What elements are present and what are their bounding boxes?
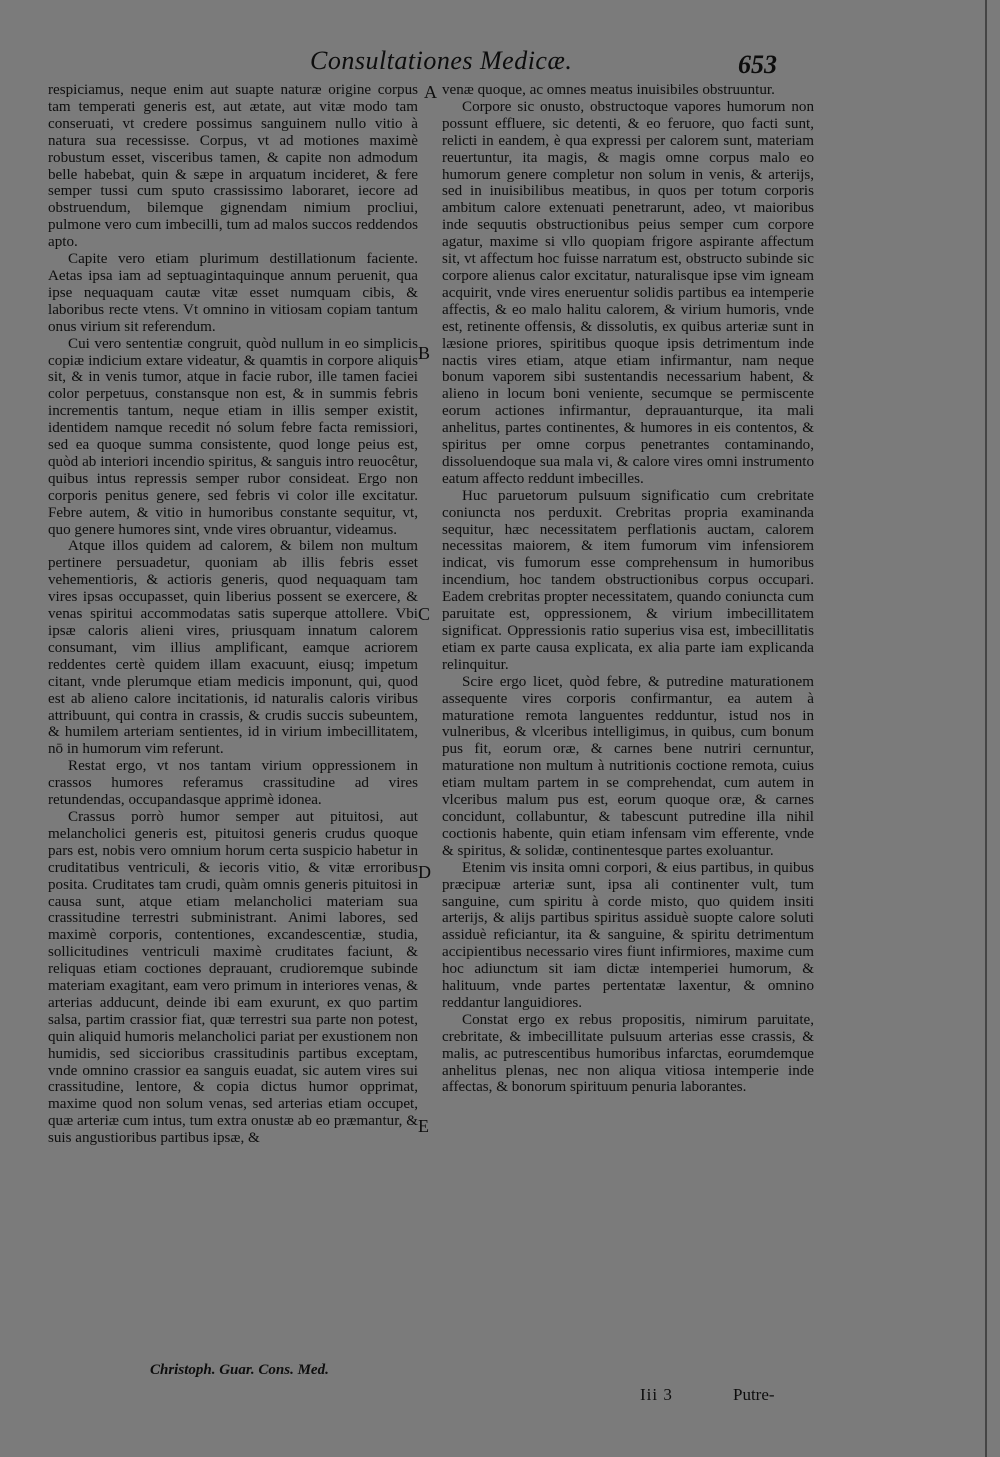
paragraph: Etenim vis insita omni corpori, & eius partibus, in quibus præcipuæ arteriæ sunt, ipsa ali continenter vult, tum sanguine, cum spiritu à corde misto, quo quidem insiti arterijs, & alijs partibus spiritus assiduè suopte calore soluti assiduè reficiantur, ita & sanguine, & spiritu detrimentum accipientibus necessario vires fiunt infirmiores, maxime cum hoc adiunctum sit iam dictæ intemperiei humorum, & halituum, vnde partes pertentatæ laxentur, & omnino reddantur languidiores. bbox=[442, 859, 814, 1011]
catchword: Putre- bbox=[733, 1385, 775, 1404]
page-number: 653 bbox=[738, 50, 777, 79]
right-column bbox=[442, 82, 814, 1096]
section-marker-c: C bbox=[418, 604, 431, 624]
section-marker-b: B bbox=[418, 343, 431, 363]
paragraph: Capite vero etiam plurimum destillationum faciente. Aetas ipsa iam ad septuagintaquinque annum peruenit, qua ipse nequaquam cautæ vitæ esset numquam cibis, & laboribus recte vtens. Vt omnino in vitiosam copiam tantum onus virium sit referendum. bbox=[48, 251, 418, 335]
author-signature: Christoph. Guar. Cons. Med. bbox=[150, 1362, 329, 1378]
paragraph: Scire ergo licet, quòd febre, & putredine maturationem assequente vires corporis confirmantur, ea autem à maturatione remota languentes redduntur, istud nos in vulneribus, & vlceribus intelligimus, in quibus, cum bonum pus fit, eorum oræ, & carnes bene nutriri cernuntur, maturatione non multum à nutritionis coctione remota, cuius etiam multam partem in se comprehendat, cum autem in vlceribus malum pus est, eorum quoque oræ, & carnes concidunt, collabuntur, & tabescunt putredine illa nihil coctionis habente, quin etiam infensam vim efferente, vnde & spiritus, & solidæ, continentesque partes exoluantur. bbox=[442, 673, 814, 859]
section-marker-d: D bbox=[418, 862, 431, 882]
paragraph: Constat ergo ex rebus propositis, nimirum paruitate, crebritate, & imbecillitate pulsuum arterias esse crassis, & malis, ac putrescentibus humoribus infarctas, eorumdemque anhelitus plenas, nec non aliqua vitiosa intemperie inde affectas, & bonorum spirituum penuria laborantes. bbox=[442, 1011, 814, 1096]
signature-mark: Iii 3 bbox=[640, 1385, 673, 1404]
section-marker-e: E bbox=[418, 1116, 429, 1136]
page-edge-line bbox=[985, 0, 987, 1457]
paragraph: Atque illos quidem ad calorem, & bilem non multum pertinere persuadetur, quoniam ab illis febris esset vehementioris, & actioris generis, quod nequaquam tam vires ipsas occupasset, quin liberius possent se exercere, & venas spiritui accommodatas satis superque attollere. Vbi ipsæ caloris alieni vires, priusquam innatum calorem consumant, vim illius amplificant, eamque acriorem reddentes certè quidem illam exacuunt, eiusq; impetum citant, vnde plerumque etiam medicis imponunt, qui, quod est ab alieno calore incitationis, id naturalis caloris viribus attribuunt, qui contra in crassis, & crudis succis subeuntem, & humilem arteriam sentientes, id in virium imbecillitatem, nō in humorum vim referunt. bbox=[48, 538, 418, 758]
paragraph: Cui vero sententiæ congruit, quòd nullum in eo simplicis copiæ indicium extare videatur, & quamtis in corpore aliquis sit, & in venis tumor, atque in facie rubor, ille tamen faciei color perpetuus, constansque non est, & in summis febris incrementis tantum, neque etiam in illis semper existit, identidem namque recedit nó solum febre facta remissiori, sed ea quoque summa consistente, quod longe peius est, quòd ab interiori incendio spiritus, & sanguis intro reuocêtur, quibus intus repressis semper rubor consideat. Ergo non corporis penitus genere, sed febris vi color ille excitatur. Febre autem, & vitio in humoribus constante sequitur, vt, quo genere humores sint, vnde vires obruantur, videamus. bbox=[48, 335, 418, 538]
paragraph: venæ quoque, ac omnes meatus inuisibiles obstruuntur. bbox=[442, 82, 775, 98]
paragraph: Huc paruetorum pulsuum significatio cum crebritate coniuncta nos perduxit. Crebritas propria examinanda sequitur, hæc necessitatem perflationis auctam, calorem necessitas maiorem, & item fumorum vim infensiorem indicat, vis fumorum esse comprehensum in humoribus incendium, hoc tandem obstructionibus corpus occupari. Eadem crebritas propter necessitatem, quando coniuncta cum paruitate est, oppressionem, & virium imbecillitatem significat. Oppressionis ratio superius visa est, imbecillitatis etiam ex parte causa explicata, ex alia parte iam explicanda relinquitur. bbox=[442, 487, 814, 673]
paragraph: Crassus porrò humor semper aut pituitosi, aut melancholici generis est, pituitosi generis crudus quoque pars est, nobis vero omnium horum certa suspicio habetur in cruditatibus ventriculi, & iecoris vitio, & vitæ erroribus posita. Cruditates tam crudi, quàm omnis generis pituitosi in causa sunt, atque etiam melancholici materiam sua crassitudine terrestri subministrant. Animi labores, sed maximè corporis, contentiones, excandescentiæ, studia, sollicitudines ventriculi maximè cruditates faciunt, & reliquas etiam coctiones deprauant, crudioremque subinde materiam exagitant, eam vero primum in interiores venas, & arterias adducunt, deinde ibi eam exurunt, ex quo partim salsa, partim crassior fiat, quæ terrestri sua parte non potest, quin aliquid humoris melancholici pariat per exustionem non humidis, sed siccioribus crassitudinis partibus exceptam, vnde omnino crassior ea sanguis euadat, sic autem vires sui crassitudine, lentore, & copia dictus humor opprimat, maxime quod non solum venas, sed arterias etiam occupet, quæ arteriæ cum intus, tum extra onustæ ab eo præmantur, & suis angustioribus partibus ipsæ, & bbox=[48, 808, 418, 1147]
paragraph: Corpore sic onusto, obstructoque vapores humorum non possunt effluere, sic detenti, & eo feruore, quo facti sunt, relicti in eandem, è qua expressi per calorem sunt, materiam reuertuntur, ita magis, & magis omne corpus malo eo humorum genere completur non solum in venis, & arterijs, sed in inuisibilibus meatibus, in quos per totum corporis ambitum calore extenuati penetrarunt, adeo, vt maioribus inde sequutis obstructionibus peius semper cum corpore agatur, maxime si vllo quopiam frigore aspirante affectum sit, vt affectum hoc fuisse narratum est, obstructo subinde sic corpore alienus calor excitatur, naturalisque ipse vim igneam acquirit, vnde vires eneruentur solidis partibus ea intemperie affectis, & eo malo halitu calorem, & virium humoris, vnde est, retinente offensis, & dissolutis, ex quibus arteriæ sunt in læsione priores, spiritibus quoque ipsis detrimentum inde nactis vires etiam, atque etiam infirmantur, nam neque bonum vaporem sibi sustentandis necessarium habent, & alieno in locum boni veniente, secumque se permiscente eorum actiones infirmantur, deprauanturque, ita mali anhelitus, partes continentes, & humores in eis contentos, & spiritus per omne corpus penetrantes contaminando, dissoluendoque sua mala vi, & calore vires omni instrumento eatum affecto reddunt imbecilles. bbox=[442, 98, 814, 487]
paragraph: respiciamus, neque enim aut suapte naturæ origine corpus tam temperati generis est, aut ætate, aut vitæ modo tam conseruati, vt credere possimus sanguinem nullo vitio à natura sua recessisse. Corpus, vt ad motiones maximè robustum esset, visceribus tamen, & capite non admodum belle habebat, quin & sæpe in arquatum incideret, & fere semper tussi cum sputo crassissimo laboraret, iecore ad obstruendum, bilemque gignendam nimium procliui, pulmone vero cum imbecilli, tum ad malos succos reddendos apto. bbox=[48, 82, 418, 251]
section-marker-a: A bbox=[424, 82, 437, 102]
paragraph: Restat ergo, vt nos tantam virium oppressionem in crassos humores referamus crassitudine ad vires retundendas, occupandasque apprimè idonea. bbox=[48, 758, 418, 809]
left-column bbox=[48, 82, 418, 1147]
running-title: Consultationes Medicæ. bbox=[310, 46, 573, 75]
